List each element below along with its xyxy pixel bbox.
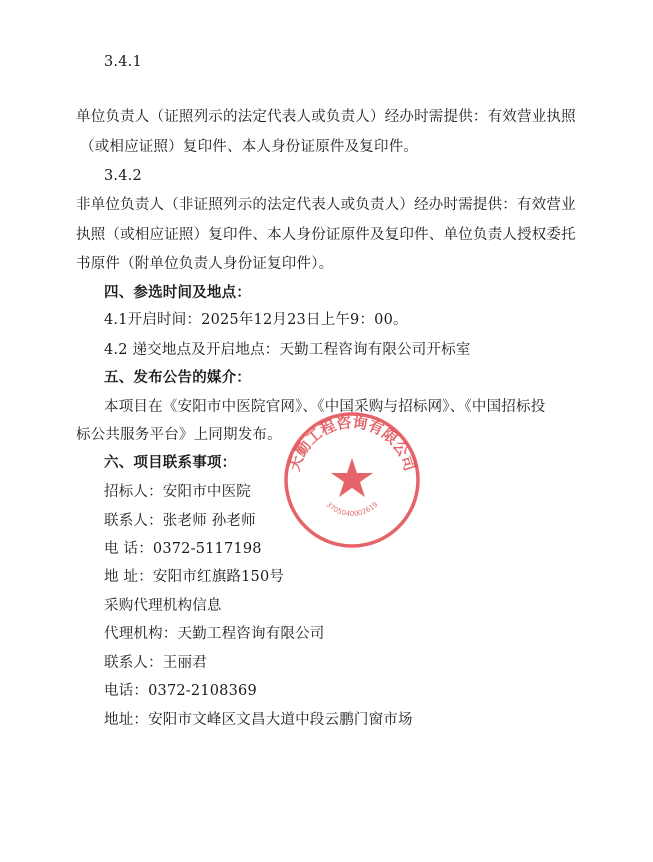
agency-info-heading: 采购代理机构信息 [104, 598, 222, 614]
clause-3-4-2-line3: 书原件（附单位负责人身份证复印件）。 [76, 256, 334, 272]
agency-name: 代理机构：天勤工程咨询有限公司 [104, 626, 325, 642]
clause-3-4-2-line1: 非单位负责人（非证照列示的法定代表人或负责人）经办时需提供：有效营业 [76, 197, 576, 213]
clause-3-4-2-line2: 执照（或相应证照）复印件、本人身份证原件及复印件、单位负责人授权委托 [76, 227, 576, 243]
clause-3-4-1-line2: （或相应证照）复印件、本人身份证原件及复印件。 [80, 139, 419, 155]
seal-star-icon [331, 458, 373, 497]
phone: 电 话：0372-5117198 [104, 541, 262, 557]
section-5-heading: 五、发布公告的媒介： [104, 369, 251, 386]
seal-text: 天勤工程咨询有限公司 [285, 413, 419, 474]
section-6-heading: 六、项目联系事项： [104, 454, 237, 471]
address: 地 址：安阳市红旗路150号 [104, 569, 285, 585]
agency-phone: 电话：0372-2108369 [104, 683, 257, 699]
open-time: 4.1开启时间：2025年12月23日上午9：00。 [104, 312, 408, 328]
tenderer: 招标人：安阳市中医院 [104, 484, 251, 500]
agency-contact: 联系人：王丽君 [104, 655, 207, 671]
submission-location: 4.2 递交地点及开启地点：天勤工程咨询有限公司开标室 [104, 342, 471, 358]
seal-code: 3705040002619 [324, 500, 380, 518]
agency-address: 地址：安阳市文峰区文昌大道中段云鹏门窗市场 [104, 712, 413, 728]
clause-3-4-1-line1: 单位负责人（证照列示的法定代表人或负责人）经办时需提供：有效营业执照 [76, 109, 576, 125]
clause-3-4-1-number: 3.4.1 [104, 54, 142, 70]
clause-3-4-2-number: 3.4.2 [104, 168, 142, 184]
contact-person: 联系人：张老师 孙老师 [104, 513, 256, 529]
media-line2: 标公共服务平台》上同期发布。 [76, 427, 282, 443]
media-line1: 本项目在《安阳市中医院官网》、《中国采购与招标网》、《中国招标投 [104, 399, 546, 415]
svg-text:3705040002619 [325, 501, 380, 519]
section-4-heading: 四、参选时间及地点： [104, 284, 251, 301]
company-seal-stamp [282, 410, 422, 550]
